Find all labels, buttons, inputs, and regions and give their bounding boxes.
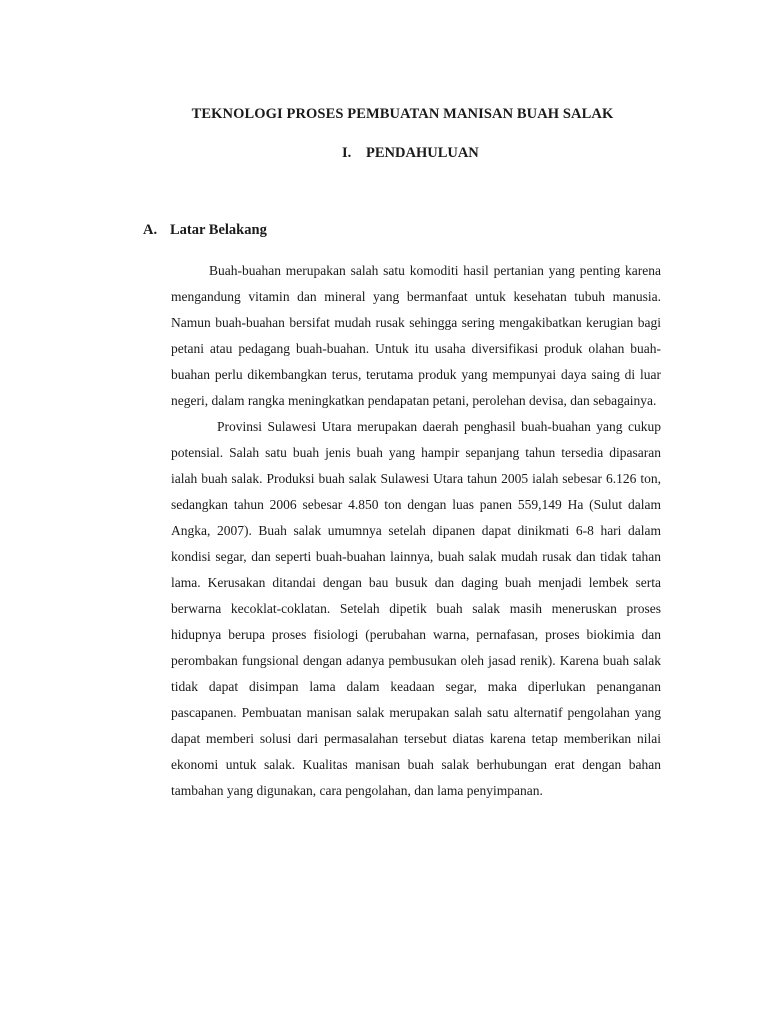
body-text: [171, 258, 661, 804]
paragraph: Buah-buahan merupakan salah satu komoditi hasil pertanian yang penting karena mengandung vitamin dan mineral yang bermanfaat untuk kesehatan tubuh manusia. Namun buah-buahan bersifat mudah rusak sehingga sering mengakibatkan kerugian bagi petani atau pedagang buah-buahan. Untuk itu usaha diversifikasi produk olahan buah-buahan perlu dikembangkan terus, terutama produk yang mempunyai daya saing di luar negeri, dalam rangka meningkatkan pendapatan petani, perolehan devisa, dan sebagainya.: [171, 263, 661, 408]
chapter-heading: [342, 145, 479, 162]
section-heading: [143, 222, 267, 239]
section-number: A.: [143, 222, 158, 238]
chapter-title: PENDAHULUAN: [366, 145, 479, 161]
chapter-number: I.: [342, 145, 352, 161]
paragraph: Provinsi Sulawesi Utara merupakan daerah penghasil buah-buahan yang cukup potensial. Salah satu buah jenis buah yang hampir sepanjang tahun tersedia dipasaran ialah buah salak. Produksi buah salak Sulawesi Utara tahun 2005 ialah sebesar 6.126 ton, sedangkan tahun 2006 sebesar 4.850 ton dengan luas panen 559,149 Ha (Sulut dalam Angka, 2007). Buah salak umumnya setelah dipanen dapat dinikmati 6-8 hari dalam kondisi segar, dan seperti buah-buahan lainnya, buah salak mudah rusak dan tidak tahan lama. Kerusakan ditandai dengan bau busuk dan daging buah menjadi lembek serta berwarna kecoklat-coklatan. Setelah dipetik buah salak masih meneruskan proses hidupnya berupa proses fisiologi (perubahan warna, pernafasan, proses biokimia dan perombakan fungsional dengan adanya pembusukan oleh jasad renik). Karena buah salak tidak dapat disimpan lama dalam keadaan segar, maka diperlukan penanganan pascapanen. Pembuatan manisan salak merupakan salah satu alternatif pengolahan yang dapat memberi solusi dari permasalahan tersebut diatas karena tetap memberikan nilai ekonomi untuk salak. Kualitas manisan buah salak berhubungan erat dengan bahan tambahan yang digunakan, cara pengolahan, dan lama penyimpanan.: [171, 419, 661, 798]
document-title: TEKNOLOGI PROSES PEMBUATAN MANISAN BUAH SALAK: [191, 106, 614, 122]
section-title: Latar Belakang: [170, 222, 267, 238]
